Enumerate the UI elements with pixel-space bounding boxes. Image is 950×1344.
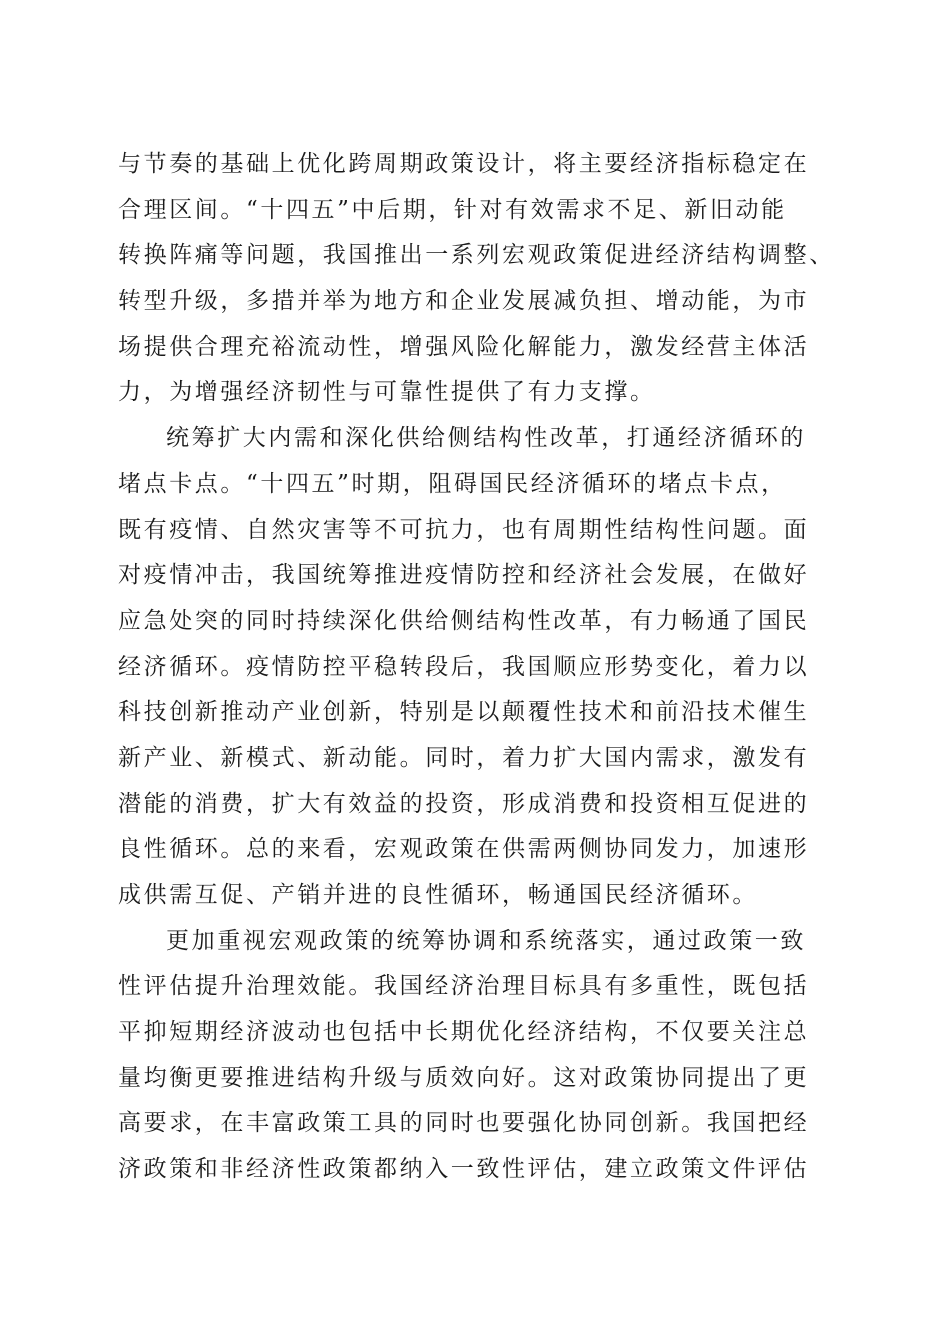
- text-line: 转换阵痛等问题，我国推出一系列宏观政策促进经济结构调整、: [118, 242, 835, 269]
- text-line: 对疫情冲击，我国统筹推进疫情防控和经济社会发展，在做好: [118, 562, 810, 589]
- paragraph: [118, 416, 848, 919]
- text-line: 既有疫情、自然灾害等不可抗力，也有周期性结构性问题。面: [118, 516, 810, 543]
- text-line: 性评估提升治理效能。我国经济治理目标具有多重性，既包括: [118, 973, 810, 1000]
- text-line: 潜能的消费，扩大有效益的投资，形成消费和投资相互促进的: [118, 790, 810, 817]
- text-line: 堵点卡点。“十四五”时期，阻碍国民经济循环的堵点卡点，: [118, 470, 787, 497]
- paragraph: [118, 919, 848, 1193]
- text-line: 济政策和非经济性政策都纳入一致性评估，建立政策文件评估: [118, 1156, 810, 1183]
- text-line: 统筹扩大内需和深化供给侧结构性改革，打通经济循环的: [166, 425, 806, 452]
- text-line: 更加重视宏观政策的统筹协调和系统落实，通过政策一致: [166, 927, 806, 954]
- text-line: 转型升级，多措并举为地方和企业发展减负担、增动能，为市: [118, 288, 810, 315]
- text-line: 场提供合理充裕流动性，增强风险化解能力，激发经营主体活: [118, 333, 810, 360]
- paragraph: [118, 142, 848, 416]
- text-line: 合理区间。“十四五”中后期，针对有效需求不足、新旧动能: [118, 196, 787, 223]
- text-line: 良性循环。总的来看，宏观政策在供需两侧协同发力，加速形: [118, 836, 810, 863]
- text-line: 平抑短期经济波动也包括中长期优化经济结构，不仅要关注总: [118, 1019, 810, 1046]
- text-line: 应急处突的同时持续深化供给侧结构性改革，有力畅通了国民: [118, 607, 810, 634]
- text-line: 成供需互促、产销并进的良性循环，畅通国民经济循环。: [118, 882, 758, 908]
- text-line: 量均衡更要推进结构升级与质效向好。这对政策协同提出了更: [118, 1064, 810, 1091]
- text-line: 新产业、新模式、新动能。同时，着力扩大国内需求，激发有: [118, 744, 810, 771]
- document-body: [118, 142, 848, 1193]
- text-line: 与节奏的基础上优化跨周期政策设计，将主要经济指标稳定在: [118, 151, 810, 177]
- text-line: 经济循环。疫情防控平稳转段后，我国顺应形势变化，着力以: [118, 653, 810, 680]
- text-line: 科技创新推动产业创新，特别是以颠覆性技术和前沿技术催生: [118, 699, 810, 726]
- text-line: 力，为增强经济韧性与可靠性提供了有力支撑。: [118, 379, 656, 406]
- text-line: 高要求，在丰富政策工具的同时也要强化协同创新。我国把经: [118, 1110, 810, 1137]
